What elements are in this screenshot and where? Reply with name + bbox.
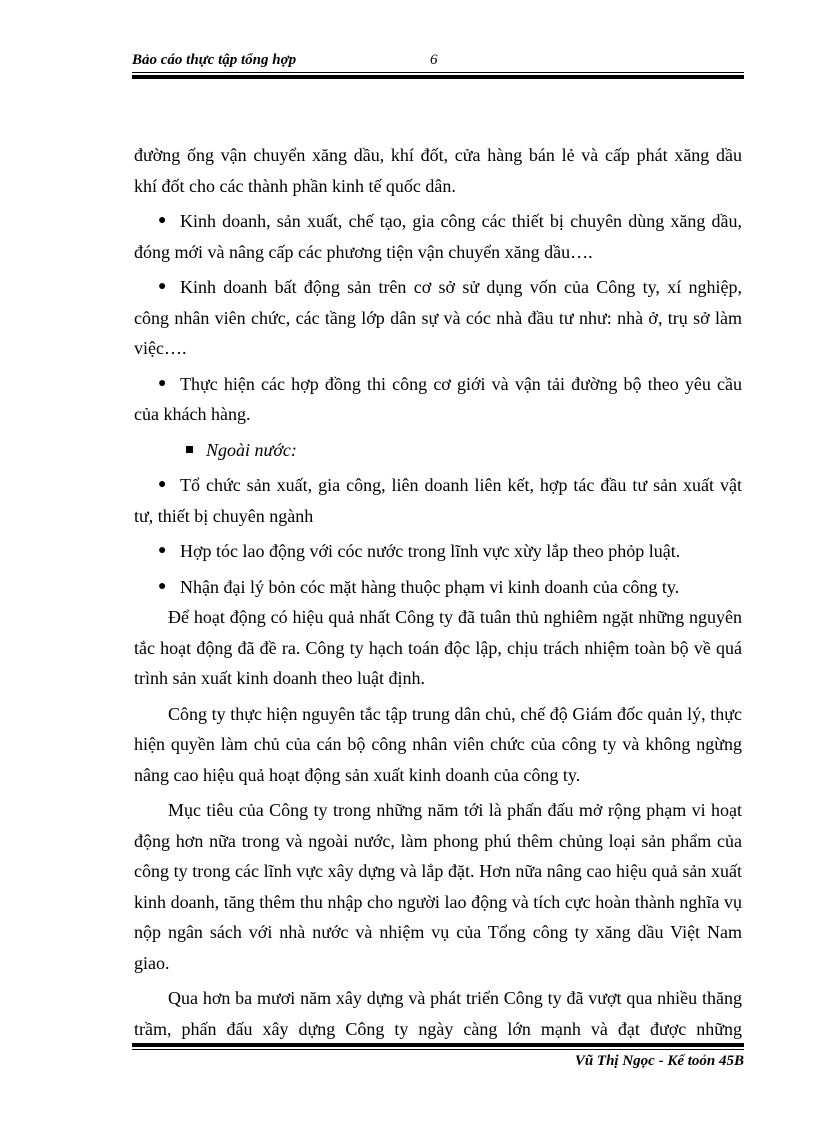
bullet-icon: ● (158, 543, 167, 558)
bullet-icon: ● (158, 477, 167, 492)
bullet-icon: ● (158, 578, 167, 594)
list-item-continuation: tư, thiết bị chuyên ngành (134, 505, 314, 526)
subheading-text: Ngoài nước: (206, 439, 297, 460)
paragraph-line: đường ống vận chuyển xăng dầu, khí đốt, cửa hàng bán lẻ và cấp phát xăng dầu (134, 145, 742, 165)
list-item (134, 272, 742, 303)
list-item-text: Kinh doanh bất động sản trên cơ sở sử dụng vốn của Công ty, xí nghiệp, (180, 277, 742, 297)
footer-author: Vũ Thị Ngọc - Kế toỏn 45B (574, 1053, 744, 1069)
list-item (134, 470, 742, 501)
list-item (134, 206, 742, 237)
list-item-text: Thực hiện các hợp đồng thi công cơ giới và vận tải đường bộ theo yêu cầu (180, 373, 742, 394)
list-item (134, 369, 742, 400)
list-item-text: Kinh doanh, sản xuất, chế tạo, gia công các thiết bị chuyên dùng xăng dầu, (180, 211, 742, 231)
list-item-text: Nhận đại lý bỏn cóc mặt hàng thuộc phạm vi kinh doanh của công ty. (180, 576, 680, 597)
square-bullet-icon (186, 446, 193, 453)
list-item-text: Tổ chức sản xuất, gia công, liên doanh liên kết, hợp tác đầu tư sản xuất vật (180, 475, 742, 495)
header-rule-thick (132, 75, 744, 79)
paragraph-line: khí đốt cho các thành phần kinh tế quốc dân. (134, 175, 456, 196)
bullet-icon: ● (158, 279, 167, 294)
header-title: Bảo cáo thực tập tổng hợp (132, 52, 297, 68)
list-item-continuation: đóng mới và nâng cấp các phương tiện vận chuyển xăng dầu…. (134, 241, 593, 262)
bullet-icon: ● (158, 213, 167, 228)
header-rule-thin (132, 72, 744, 73)
body-paragraph: Mục tiêu của Công ty trong những năm tới là phấn đấu mở rộng phạm vi hoạt động hơn nữa trong và ngoài nước, làm phong phú thêm chủng loại sản phẩm của công ty trong các lĩnh vực xây dựng và lắp đặt. Hơn nữa nâng cao hiệu quả sản xuất kinh doanh, tăng thêm thu nhập cho người lao động và tích cực hoàn thành nghĩa vụ nộp ngân sách với nhà nước và nhiệm vụ của Tổng công ty xăng dầu Việt Nam giao. (134, 800, 742, 973)
list-item (134, 536, 742, 567)
list-item-text: Hợp tóc lao động với cóc nước trong lĩnh vực xừy lắp theo phỏp luật. (180, 541, 681, 561)
body-paragraph: Công ty thực hiện nguyên tắc tập trung dân chủ, chế độ Giám đốc quản lý, thực hiện quyền làm chủ của cán bộ công nhân viên chức của công ty và không ngừng nâng cao hiệu quả hoạt động sản xuất kinh doanh của công ty. (134, 703, 742, 785)
body-paragraph: Qua hơn ba mươi năm xây dựng và phát triển Công ty đã vượt qua nhiều thăng trầm, phấn đấu xây dựng Công ty ngày càng lớn mạnh và đạt được những (134, 988, 742, 1039)
footer-rule-thin (132, 1049, 744, 1050)
bullet-icon: ● (158, 375, 167, 391)
footer-rule-thick (132, 1043, 744, 1047)
body-paragraph: Để hoạt động có hiệu quả nhất Công ty đã tuân thủ nghiêm ngặt những nguyên tắc hoạt động đã đề ra. Công ty hạch toán độc lập, chịu trách nhiệm toàn bộ về quá trình sản xuất kinh doanh theo luật định. (134, 607, 742, 688)
list-item-continuation: của khách hàng. (134, 404, 251, 424)
page-header (132, 52, 744, 74)
list-item (134, 572, 742, 603)
page-number: 6 (430, 52, 438, 68)
document-body (134, 140, 742, 1044)
section-subheading (134, 435, 742, 466)
list-item-continuation: công nhân viên chức, các tầng lớp dân sự và cóc nhà đầu tư như: nhà ở, trụ sở làm việc…. (134, 307, 742, 358)
